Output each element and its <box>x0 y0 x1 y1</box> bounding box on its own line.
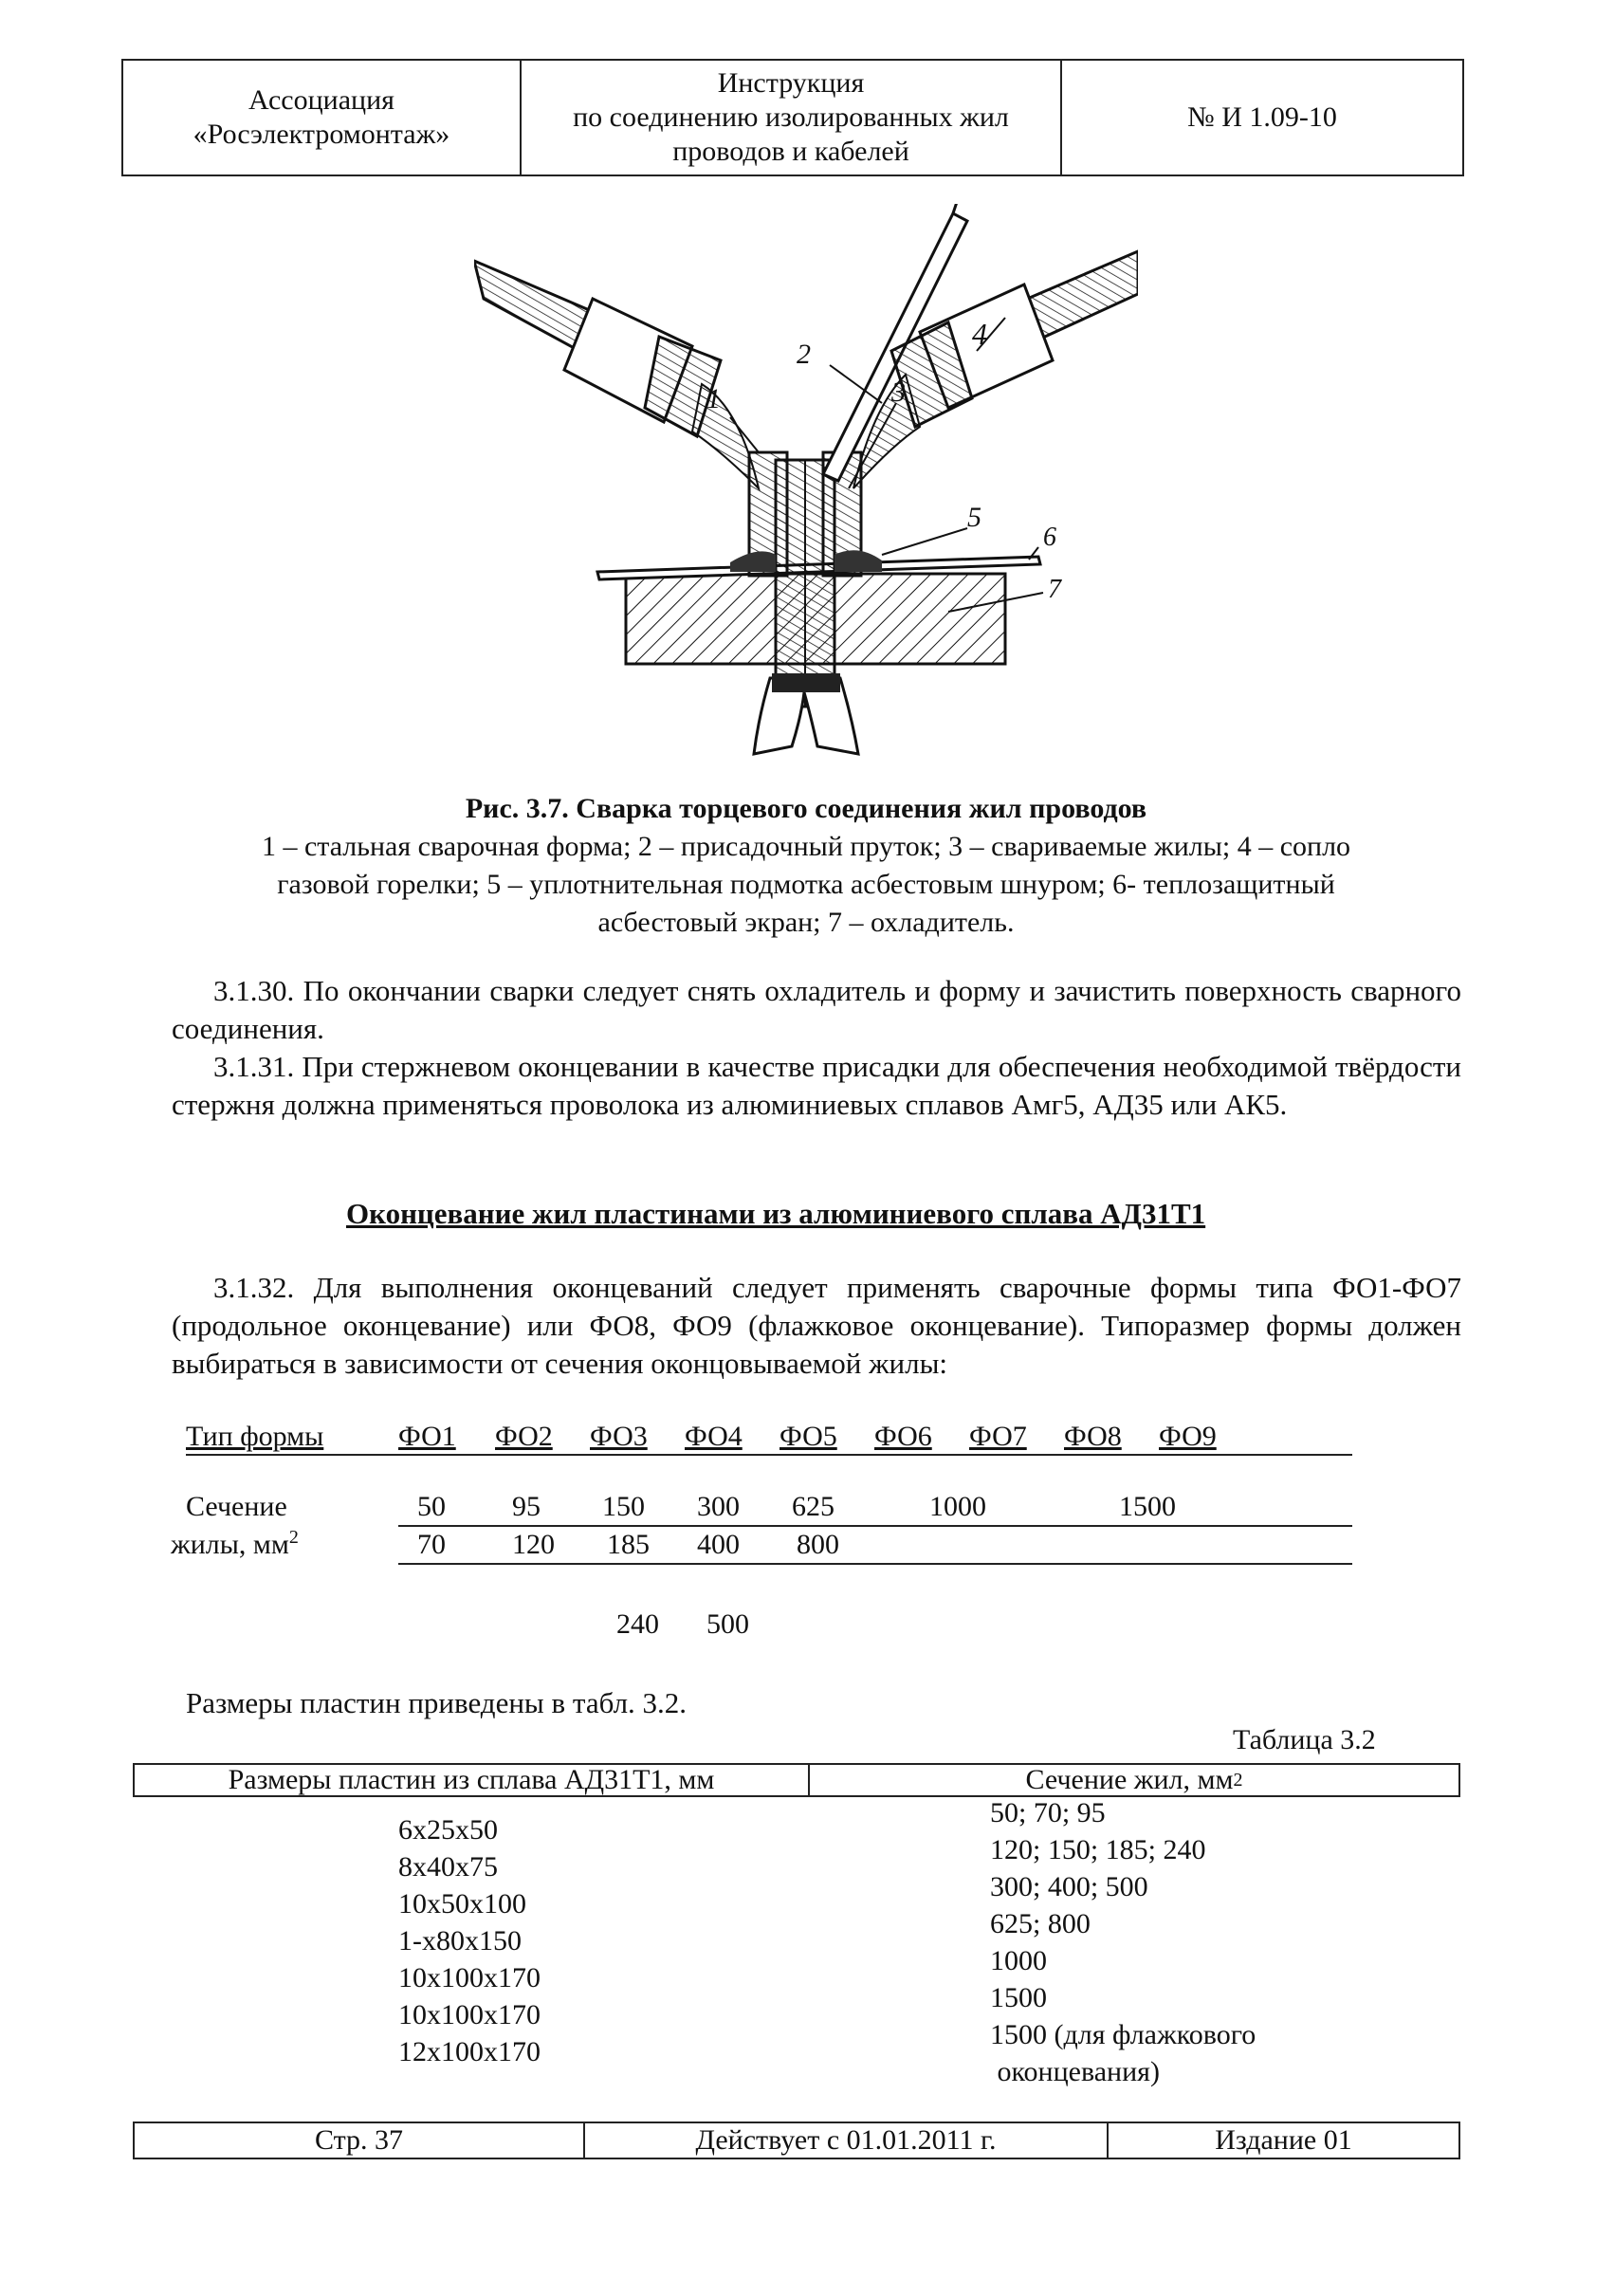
paragraph-3-1-32 <box>172 1269 1461 1383</box>
doc-line-3: проводов и кабелей <box>672 136 909 167</box>
document-footer <box>133 2122 1460 2159</box>
doc-line-1: Инструкция <box>717 67 865 99</box>
section-fo2-b: 120 <box>512 1529 555 1560</box>
form-type-fo7: ФО7 <box>969 1421 1027 1452</box>
paragraph-3-1-31 <box>172 1048 1461 1124</box>
section-fo1-a: 50 <box>417 1491 446 1522</box>
section-label-line-1: Сечение <box>186 1491 287 1522</box>
section-fo3-a: 150 <box>602 1491 645 1522</box>
plate-size: 1-x80x150 <box>398 1925 522 1956</box>
plate-size: 6x25x50 <box>398 1814 498 1846</box>
sealing-winding <box>730 551 776 572</box>
form-type-fo6: ФО6 <box>874 1421 932 1452</box>
section-row-2-rule <box>398 1563 1352 1565</box>
plate-size: 10x100x170 <box>398 1962 541 1993</box>
section-fo5-b: 800 <box>797 1529 839 1560</box>
plates-reference <box>172 1684 1461 1722</box>
section-fo1-b: 70 <box>417 1529 446 1560</box>
org-line-2: «Росэлектромонтаж» <box>193 119 450 150</box>
paragraph-3-1-31-text: 3.1.31. При стержневом оконцевании в качестве присадки для обеспечения необходимой твёрдости стержня должна применяться проволока из алюминиевых сплавов Амг5, АД35 или АК5. <box>172 1050 1461 1121</box>
form-type-fo2: ФО2 <box>495 1421 553 1452</box>
footer-page: Стр. 37 <box>135 2123 585 2158</box>
form-type-label: Тип формы <box>186 1421 324 1452</box>
header-document-title <box>522 61 1062 174</box>
figure-caption-title: Рис. 3.7. Сварка торцевого соединения жил проводов <box>465 793 1147 824</box>
figure-label-5: 5 <box>967 502 981 533</box>
core-section: 120; 150; 185; 240 <box>990 1834 1206 1865</box>
doc-number: № И 1.09-10 <box>1187 101 1337 133</box>
paragraph-3-1-32-text: 3.1.32. Для выполнения оконцеваний следует применять сварочные формы типа ФО1-ФО7 (продольное оконцевание) или ФО8, ФО9 (флажковое оконцевание). Типоразмер формы должен выбираться в зависимости от сечения оконцовываемой жилы: <box>172 1271 1461 1380</box>
section-row-1-rule <box>398 1525 1352 1527</box>
section-fo8-9: 1500 <box>1119 1491 1176 1522</box>
footer-valid-from: Действует с 01.01.2011 г. <box>585 2123 1109 2158</box>
section-fo4-b: 400 <box>697 1529 740 1560</box>
section-fo3-c: 240 <box>616 1608 659 1640</box>
section-label-line-2: жилы, $мм^2$ <box>171 1527 299 1560</box>
figure-label-3: 3 <box>891 377 906 408</box>
figure-caption-body <box>142 828 1470 942</box>
form-type-rule <box>186 1454 1352 1456</box>
core-section: 1000 <box>990 1945 1047 1976</box>
table-3-2-col2-header: Сечение жил, мм 2 <box>1025 1764 1243 1795</box>
table-3-2-sizes <box>398 1811 541 2070</box>
section-fo4-c: 500 <box>706 1608 749 1640</box>
paragraph-3-1-30-text: 3.1.30. По окончании сварки следует снять охладитель и форму и зачистить поверхность сварного соединения. <box>172 974 1461 1045</box>
header-document-number <box>1062 61 1462 174</box>
figure-label-7: 7 <box>1048 575 1061 604</box>
form-type-fo9: ФО9 <box>1159 1421 1217 1452</box>
table-3-2-col1-header: Размеры пластин из сплава АД31Т1, мм <box>135 1765 810 1795</box>
plates-reference-text: Размеры пластин приведены в табл. 3.2. <box>186 1686 688 1719</box>
section-fo2-a: 95 <box>512 1491 541 1522</box>
core-section: 300; 400; 500 <box>990 1871 1148 1902</box>
table-3-2-header <box>133 1763 1460 1797</box>
document-header <box>121 59 1464 176</box>
table-3-2-caption: Таблица 3.2 <box>1233 1724 1376 1755</box>
caption-line-1: 1 – стальная сварочная форма; 2 – присадочный пруток; 3 – свариваемые жилы; 4 – сопло <box>261 831 1351 862</box>
org-line-1: Ассоциация <box>248 84 394 116</box>
table-3-2-sections <box>990 1794 1256 2090</box>
section-fo6-7: 1000 <box>929 1491 986 1522</box>
figure-label-6: 6 <box>1043 523 1056 552</box>
form-type-fo3: ФО3 <box>590 1421 648 1452</box>
plate-size: 12x100x170 <box>398 2036 541 2067</box>
plate-size: 10x100x170 <box>398 1999 541 2030</box>
form-type-fo4: ФО4 <box>685 1421 743 1452</box>
core-section: 1500 <box>990 1982 1047 2013</box>
core-section: 50; 70; 95 <box>990 1797 1106 1828</box>
header-organization <box>123 61 522 174</box>
footer-edition: Издание 01 <box>1215 2124 1352 2156</box>
section-heading: Оконцевание жил пластинами из алюминиевого сплава АД31Т1 <box>346 1197 1206 1230</box>
core-section: 625; 800 <box>990 1908 1091 1939</box>
section-fo3-b: 185 <box>607 1529 650 1560</box>
plate-size: 10x50x100 <box>398 1888 526 1919</box>
section-fo4-a: 300 <box>697 1491 740 1522</box>
section-fo5-a: 625 <box>792 1491 835 1522</box>
caption-line-2: газовой горелки; 5 – уплотнительная подмотка асбестовым шнуром; 6- теплозащитный <box>277 869 1335 900</box>
core-section: оконцевания) <box>990 2056 1160 2087</box>
paragraph-3-1-30 <box>172 972 1461 1048</box>
core-section: 1500 (для флажкового <box>990 2019 1256 2050</box>
plate-size: 8x40x75 <box>398 1851 498 1883</box>
figure-label-4: 4 <box>972 317 987 351</box>
form-type-fo1: ФО1 <box>398 1421 456 1452</box>
figure-label-2: 2 <box>797 339 811 370</box>
caption-line-3: асбестовый экран; 7 – охладитель. <box>597 907 1015 938</box>
figure-label-1: 1 <box>706 383 721 414</box>
form-type-fo5: ФО5 <box>779 1421 837 1452</box>
welding-figure <box>474 204 1138 763</box>
doc-line-2: по соединению изолированных жил <box>573 101 1009 133</box>
form-type-fo8: ФО8 <box>1064 1421 1122 1452</box>
